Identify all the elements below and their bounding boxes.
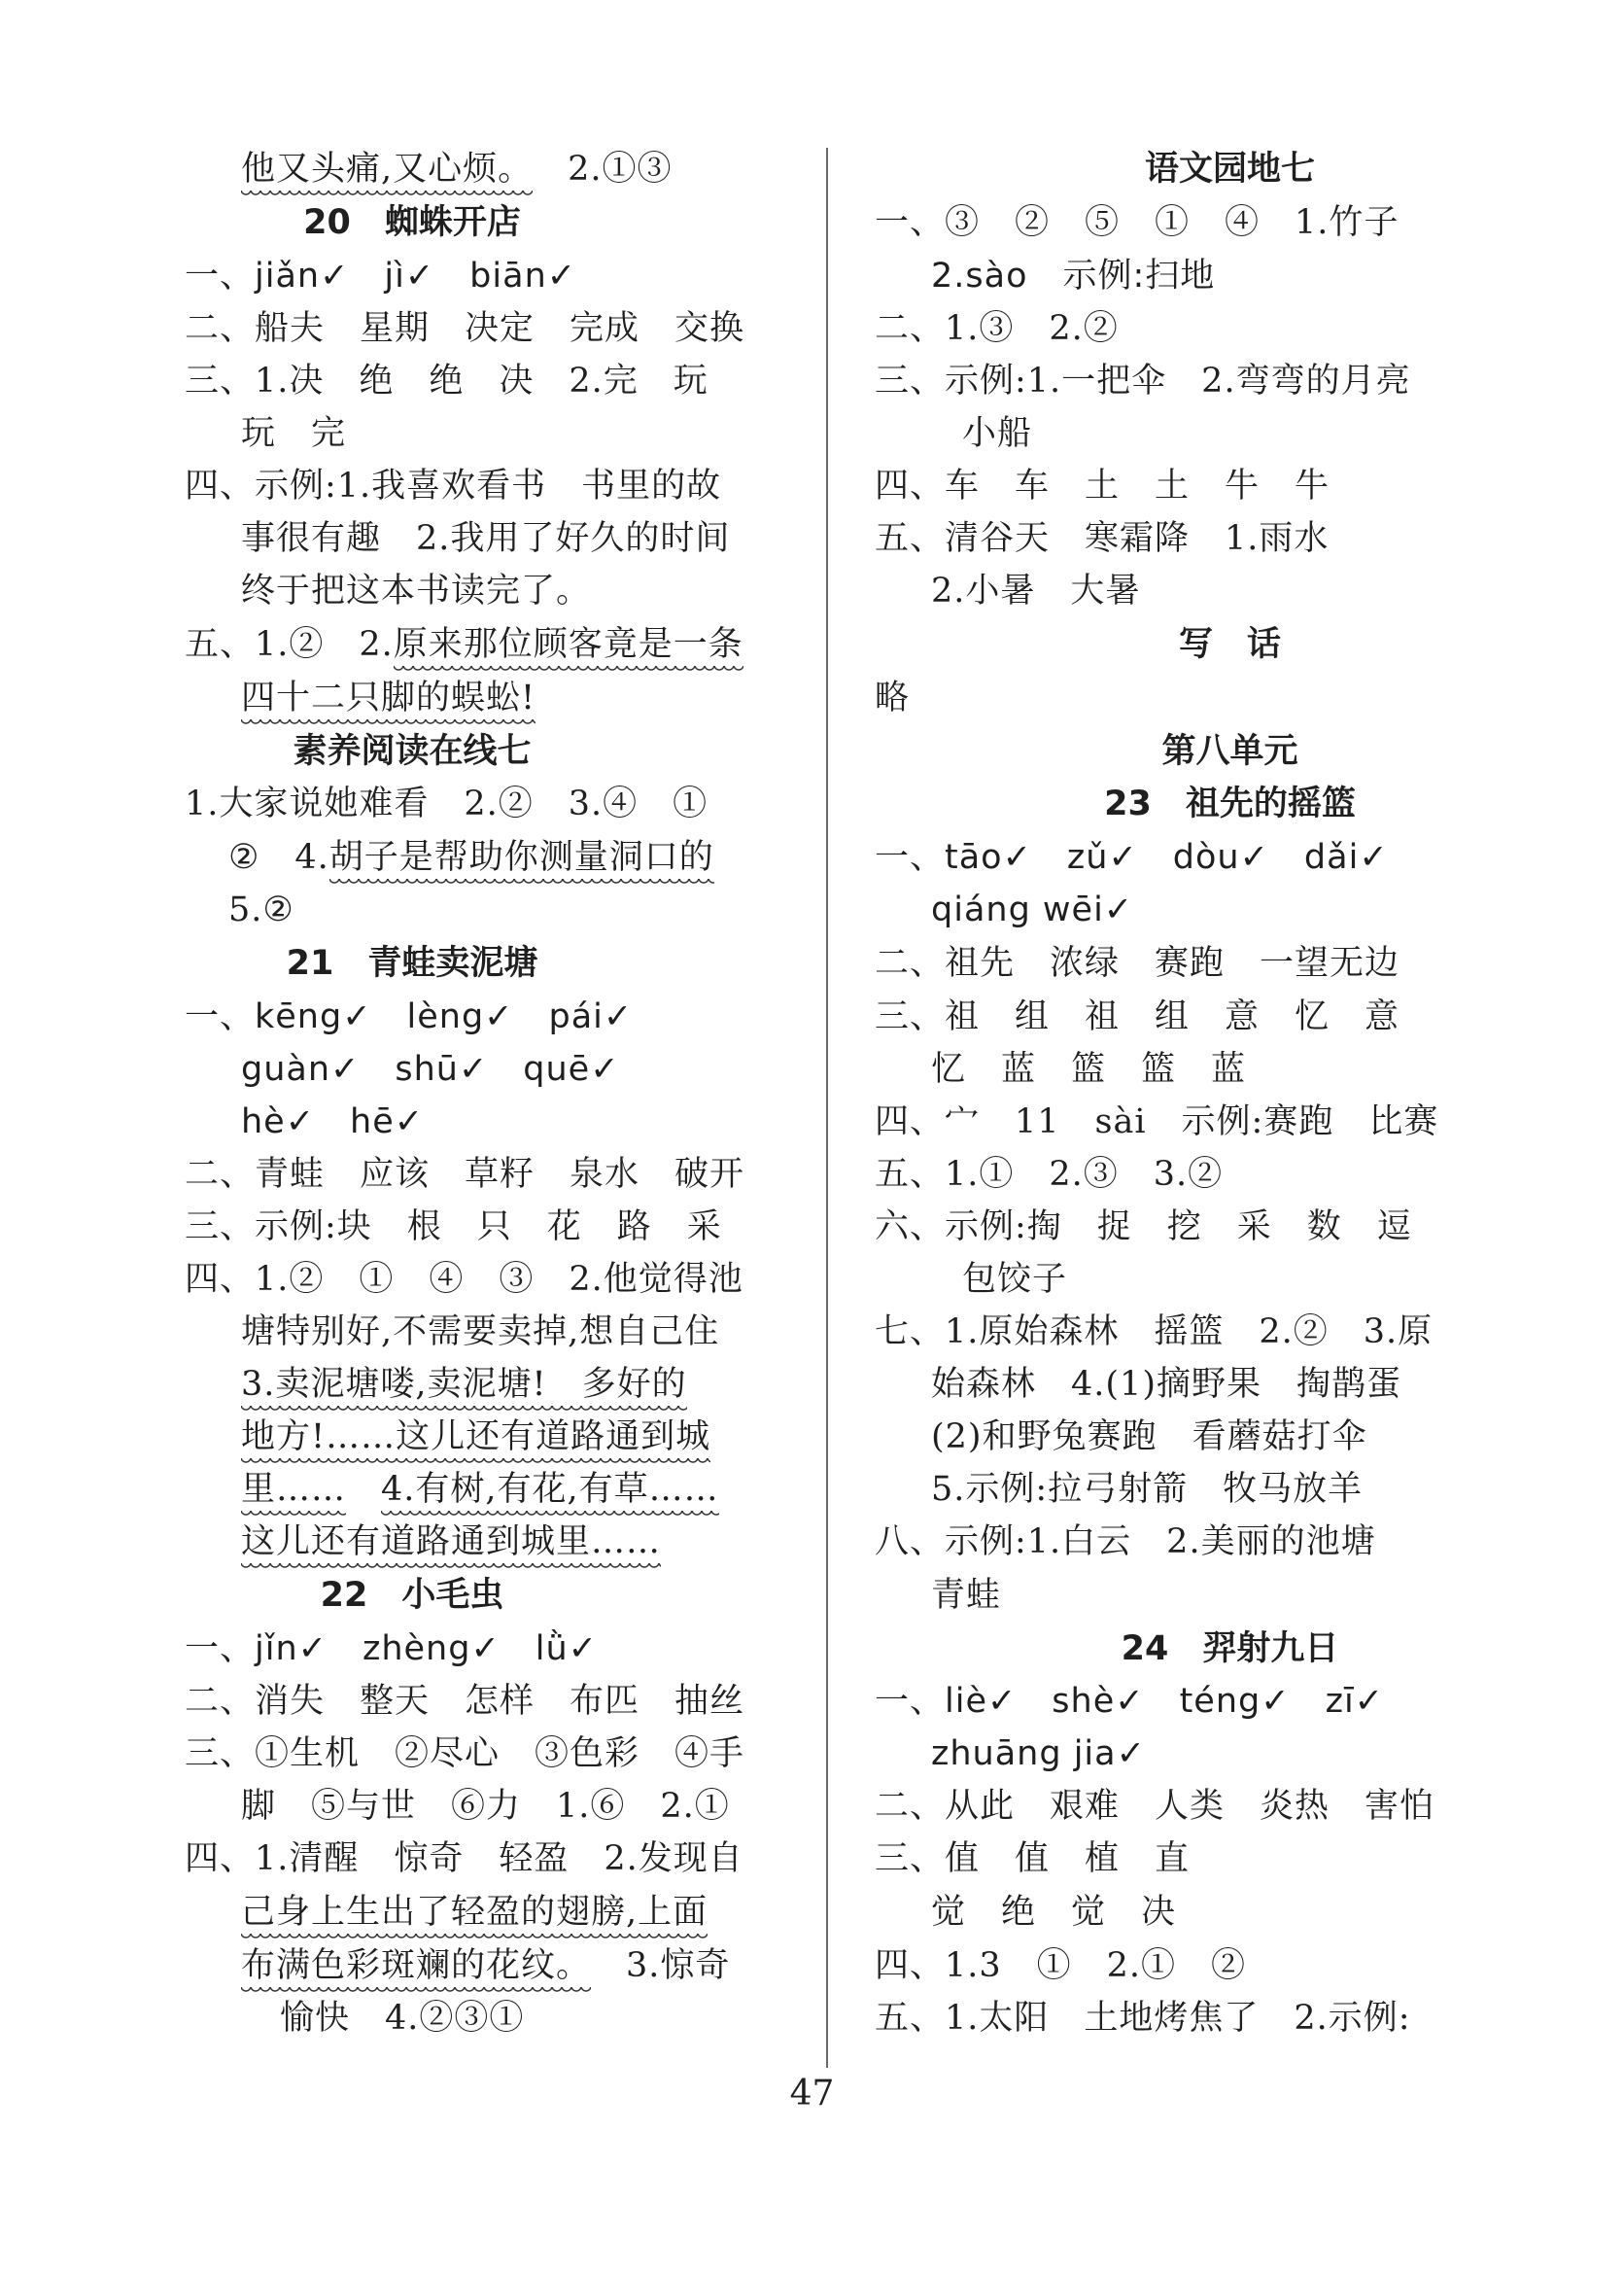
lesson-title-24: 24 羿射九日: [1121, 1629, 1339, 1668]
wavy-underlined-answer: 己身上生出了轻盈的翅膀,上面: [241, 1893, 708, 1932]
answer-line: [241, 1520, 661, 1563]
answer-line: [241, 1891, 708, 1934]
answer-line: hè✓ hē✓: [241, 1102, 425, 1141]
answer-line: 五、1.① 2.③ 3.②: [875, 1155, 1224, 1194]
answer-line: 四、车 车 土 土 牛 牛: [875, 467, 1330, 506]
answer-line: 二、从此 艰难 人类 炎热 害怕: [875, 1787, 1435, 1826]
answer-line: 三、示例:块 根 只 花 路 采: [185, 1207, 722, 1246]
answer-line: (2)和野兔赛跑 看蘑菇打伞: [931, 1417, 1367, 1456]
wavy-underlined-answer: 他又头痛,又心烦。: [241, 150, 534, 189]
wavy-underlined-answer: 布满色彩斑斓的花纹。: [241, 1946, 592, 1985]
answer-line: [241, 1363, 687, 1406]
answer-line: 脚 ⑤与世 ⑥力 1.⑥ 2.①: [241, 1787, 730, 1826]
section-title-yuwenyuandi: 语文园地七: [1144, 150, 1315, 189]
answer-line: 一、jǐn✓ zhèng✓ lǜ✓: [185, 1629, 599, 1668]
answer-line: 一、jiǎn✓ jì✓ biān✓: [185, 257, 577, 296]
answer-line: 五、1.太阳 土地烤焦了 2.示例:: [875, 1999, 1411, 2038]
wavy-underlined-answer: 四十二只脚的蜈蚣!: [241, 679, 536, 717]
answer-line: [241, 677, 536, 719]
answer-line: 四、示例:1.我喜欢看书 书里的故: [185, 467, 722, 506]
answer-line: [241, 1944, 730, 1987]
answer-line: [228, 836, 714, 879]
answer-line: 1.大家说她难看 2.② 3.④ ①: [185, 785, 708, 823]
answer-line: 四、1.② ① ④ ③ 2.他觉得池: [185, 1260, 743, 1299]
unit-title: 第八单元: [1161, 732, 1298, 771]
lesson-title-20: 20 蜘蛛开店: [303, 203, 521, 242]
wavy-underlined-answer: 3.卖泥塘喽,卖泥塘! 多好的: [241, 1365, 687, 1404]
answer-line: 终于把这本书读完了。: [241, 572, 592, 611]
answer-line: 小船: [962, 414, 1033, 453]
answer-line: 一、③ ② ⑤ ① ④ 1.竹子: [875, 203, 1399, 242]
answer-line: 四、1.3 ① 2.① ②: [875, 1946, 1247, 1985]
answer-line: 始森林 4.(1)摘野果 掏鹊蛋: [931, 1365, 1401, 1404]
answer-line: zhuāng jia✓: [931, 1734, 1146, 1773]
answer-line: 六、示例:掏 捉 挖 采 数 逗: [875, 1207, 1412, 1246]
wavy-underlined-answer: 这儿还有道路通到城里……: [241, 1522, 662, 1561]
answer-line: 2.小暑 大暑: [931, 572, 1141, 611]
lesson-title-23: 23 祖先的摇篮: [1104, 785, 1356, 823]
answer-text: 五、1.② 2.: [185, 625, 394, 664]
answer-line: 二、1.③ 2.②: [875, 309, 1119, 348]
answer-line: 三、1.决 绝 绝 决 2.完 玩: [185, 362, 708, 401]
answer-line: 一、tāo✓ zǔ✓ dòu✓ dǎi✓: [875, 838, 1389, 877]
answer-line: 四、宀 11 sài 示例:赛跑 比赛: [875, 1102, 1439, 1141]
answer-line: 事很有趣 2.我用了好久的时间: [241, 519, 731, 558]
wavy-underlined-answer: 地方!……这儿还有道路通到城: [241, 1417, 711, 1456]
answer-line: 青蛙: [931, 1576, 1002, 1615]
wavy-underlined-answer: 原来那位顾客竟是一条: [393, 625, 743, 664]
answer-line: 5.②: [228, 891, 294, 929]
answer-line: 三、值 值 植 直: [875, 1839, 1191, 1878]
answer-line: [185, 623, 743, 666]
answer-line: 八、示例:1.白云 2.美丽的池塘: [875, 1522, 1376, 1561]
answer-line: [241, 148, 673, 191]
answer-line: 2.sào 示例:扫地: [931, 257, 1216, 296]
answer-line: 一、kēng✓ lèng✓ pái✓: [185, 997, 634, 1036]
answer-line: 玩 完: [241, 414, 347, 453]
wavy-underlined-answer: 胡子是帮助你测量洞口的: [328, 838, 714, 877]
answer-text: ② 4.: [228, 838, 329, 877]
answer-line: 二、船夫 星期 决定 完成 交换: [185, 309, 745, 348]
answer-line: 二、消失 整天 怎样 布匹 抽丝: [185, 1682, 745, 1721]
answer-line: [241, 1468, 719, 1511]
wavy-underlined-answer: 里……: [241, 1470, 347, 1509]
page-number: 47: [789, 2074, 835, 2113]
section-title-reading: 素养阅读在线七: [293, 732, 532, 771]
answer-line: 略: [875, 679, 911, 717]
answer-line: 忆 蓝 篮 篮 蓝: [931, 1050, 1247, 1089]
answer-line: 二、青蛙 应该 草籽 泉水 破开: [185, 1155, 745, 1194]
lesson-title-21: 21 青蛙卖泥塘: [286, 944, 538, 983]
answer-line: guàn✓ shū✓ quē✓: [241, 1050, 620, 1089]
answer-line: 觉 绝 觉 决: [931, 1893, 1177, 1932]
answer-line: 包饺子: [962, 1260, 1068, 1299]
answer-line: 三、①生机 ②尽心 ③色彩 ④手: [185, 1734, 745, 1773]
answer-text: 3.惊奇: [626, 1946, 731, 1985]
answer-line: 三、祖 组 祖 组 意 忆 意: [875, 997, 1400, 1036]
answer-line: 一、liè✓ shè✓ téng✓ zī✓: [875, 1682, 1384, 1721]
answer-line: 塘特别好,不需要卖掉,想自己住: [241, 1312, 720, 1351]
answer-line: [241, 1415, 710, 1458]
answer-line: qiáng wēi✓: [931, 891, 1134, 929]
column-divider: [826, 148, 828, 2068]
answer-text: 2.①③: [568, 150, 673, 189]
answer-line: 五、清谷天 寒霜降 1.雨水: [875, 519, 1330, 558]
answer-line: 5.示例:拉弓射箭 牧马放羊: [931, 1470, 1364, 1509]
answer-line: 七、1.原始森林 摇篮 2.② 3.原: [875, 1312, 1434, 1351]
wavy-underlined-answer: 4.有树,有花,有草……: [381, 1470, 719, 1509]
answer-line: 愉快 4.②③①: [280, 1999, 525, 2038]
lesson-title-22: 22 小毛虫: [320, 1576, 504, 1615]
section-title-writing: 写 话: [1178, 625, 1281, 664]
answer-line: 四、1.清醒 惊奇 轻盈 2.发现自: [185, 1839, 743, 1878]
answer-line: 二、祖先 浓绿 赛跑 一望无边: [875, 944, 1400, 983]
answer-line: 三、示例:1.一把伞 2.弯弯的月亮: [875, 362, 1411, 401]
